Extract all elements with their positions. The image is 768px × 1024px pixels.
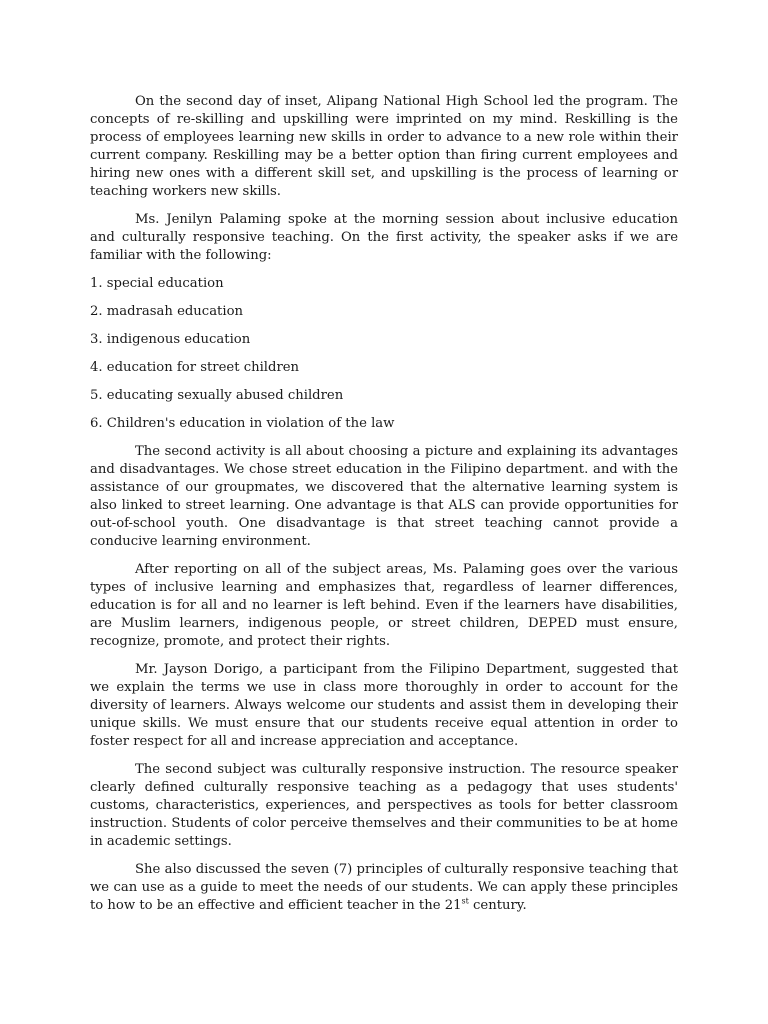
paragraph-seven-principles-end: century. [468,898,527,913]
paragraph-culturally-responsive: The second subject was culturally responsive instruction. The resource speaker clearly defined culturally responsive teaching as a pedagogy that uses students' customs, characteristics, experiences, and perspectives as tools for better classroom instruction. Students of color perceive themselves and their communities to be at home in academic settings. [90,762,678,849]
list-item: 3. indigenous education [90,332,251,347]
paragraph-inclusive-learning: After reporting on all of the subject areas, Ms. Palaming goes over the various types of inclusive learning and emphasizes that, regardless of learner differences, education is for all and no learner is left behind. Even if the learners have disabilities, are Muslim learners, indigenous people, or street children, DEPED must ensure, recognize, promote, and protect their rights. [90,562,678,649]
paragraph-seven-principles [90,861,678,915]
paragraph-inset-intro: On the second day of inset, Alipang National High School led the program. The concepts of re-skilling and upskilling were imprinted on my mind. Reskilling is the process of employees learning new skills in order to advance to a new role within their current company. Reskilling may be a better option than firing current employees and hiring new ones with a different skill set, and upskilling is the process of learning or teaching workers new skills. [90,94,678,199]
familiarity-list [90,275,678,433]
list-item: 5. educating sexually abused children [90,388,344,403]
list-item: 4. education for street children [90,360,300,375]
paragraph-participant-suggestion: Mr. Jayson Dorigo, a participant from the Filipino Department, suggested that we explain the terms we use in class more thoroughly in order to account for the diversity of learners. Always welcome our students and assist them in developing their unique skills. We must ensure that our students receive equal attention in order to foster respect for all and increase appreciation and acceptance. [90,662,678,749]
ordinal-suffix: st [461,896,469,906]
paragraph-seven-principles-text: She also discussed the seven (7) principles of culturally responsive teaching that we can use as a guide to meet the needs of our students. We can apply these principles to how to be an effective and efficient teacher in the 21 [90,862,678,913]
paragraph-second-activity: The second activity is all about choosing a picture and explaining its advantages and disadvantages. We chose street education in the Filipino department. and with the assistance of our groupmates, we discovered that the alternative learning system is also linked to street learning. One advantage is that ALS can provide opportunities for out-of-school youth. One disadvantage is that street teaching cannot provide a conducive learning environment. [90,444,678,549]
list-item: 6. Children's education in violation of the law [90,416,395,431]
list-item: 1. special education [90,276,224,291]
list-item: 2. madrasah education [90,304,244,319]
paragraph-morning-session: Ms. Jenilyn Palaming spoke at the morning session about inclusive education and culturally responsive teaching. On the first activity, the speaker asks if we are familiar with the following: [90,212,678,263]
